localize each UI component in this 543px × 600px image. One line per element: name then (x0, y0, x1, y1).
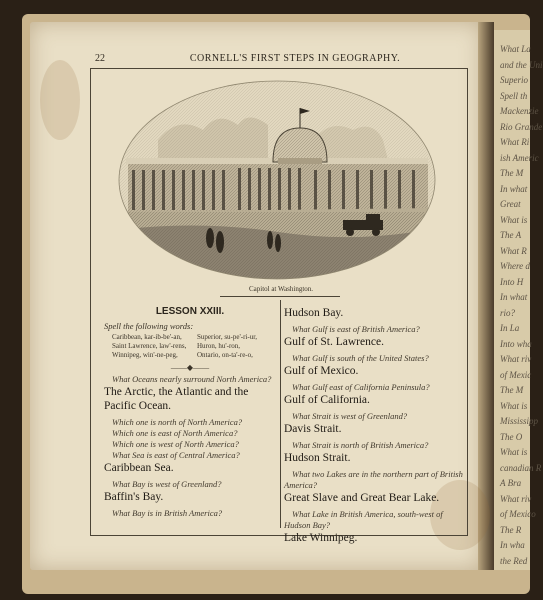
page-stain (40, 60, 80, 140)
question-text: What Oceans nearly surround North America? (112, 374, 272, 384)
left-column (104, 306, 276, 519)
facing-page-fragment: In wha (500, 540, 525, 550)
answer-text: Gulf of St. Lawrence. (284, 336, 384, 348)
answer-text: Gulf of Mexico. (284, 365, 359, 377)
question-text: What Bay is west of Greenland? (112, 479, 222, 489)
answer-text: Great Slave and Great Bear Lake. (284, 492, 440, 504)
spell-instruction: Spell the following words: (104, 321, 194, 331)
question-text: What Gulf east of California Peninsula? (292, 382, 430, 392)
right-column (284, 306, 464, 549)
question-text: Which one is east of North America? (112, 428, 238, 438)
spelling-word-list (104, 333, 276, 360)
lesson-title: LESSON XXIII. (155, 306, 225, 317)
divider-rule (220, 296, 340, 297)
spelling-word: Saint Lawrence, law'-rens, (112, 342, 187, 350)
facing-page-fragment: Mackenzie (500, 106, 539, 116)
facing-page-edge (494, 30, 543, 570)
facing-page-fragment: What riv (500, 493, 532, 504)
facing-page-fragment: and the Uni (500, 59, 543, 70)
ornament-divider: ——◆—— (170, 363, 210, 372)
running-head: CORNELL'S FIRST STEPS IN GEOGRAPHY. (189, 53, 401, 64)
facing-page-fragment: The O (500, 431, 523, 442)
question-text: What Strait is west of Greenland? (292, 411, 408, 421)
answer-text: Lake Winnipeg. (284, 532, 358, 544)
illustration-caption: Capitol at Washington. (248, 285, 314, 293)
facing-page-fragment: rio? (500, 307, 516, 318)
capitol-engraving (118, 80, 436, 280)
facing-page-fragment: Rio Grande (500, 121, 543, 132)
question-text: Which one is north of North America? (112, 417, 243, 427)
facing-page-fragment: the Red (500, 555, 528, 566)
question-text: What Gulf is east of British America? (292, 324, 420, 334)
book-gutter (478, 22, 494, 570)
facing-page-fragment: The M (500, 385, 524, 395)
answer-text: The Arctic, the Atlantic and the Pacific Ocean. (104, 386, 249, 412)
question-text: What two Lakes are in the northern part of British America? (284, 469, 463, 490)
answer-text: Davis Strait. (284, 423, 342, 435)
question-text: What Bay is in British America? (112, 508, 223, 518)
answer-text: Caribbean Sea. (104, 462, 174, 474)
column-divider (280, 300, 281, 528)
facing-page-fragment: What La (500, 44, 531, 54)
spelling-word: Caribbean, kar-ib-be'-an, (112, 333, 182, 341)
facing-page-fragment: What is (500, 214, 528, 225)
facing-page-fragment: What is (500, 400, 528, 411)
facing-page-fragment: Where d (500, 261, 530, 271)
answer-text: Hudson Strait. (284, 452, 351, 464)
facing-page-fragment: The M (500, 168, 524, 178)
facing-page-fragment: Spell th (500, 90, 528, 101)
facing-page-fragment: A Bra (500, 478, 522, 488)
facing-page-fragment: What R (500, 245, 527, 256)
facing-page-fragment: The A (500, 230, 522, 240)
facing-page-fragment: Mississipp (500, 416, 539, 426)
spelling-word: Superior, su-pe'-ri-ur, (197, 333, 257, 341)
facing-page-fragment: In what (500, 183, 528, 194)
facing-page-fragment: In La (500, 323, 520, 333)
facing-page-fragment: Into H (500, 276, 524, 287)
facing-page-fragment: of Mexico (500, 509, 536, 519)
question-text: Which one is west of North America? (112, 439, 239, 449)
facing-page-fragment: Superio (500, 75, 528, 85)
facing-page-fragment: The R (500, 524, 522, 535)
facing-page-fragment: What is (500, 447, 528, 457)
spelling-word: Huron, hu'-ron, (197, 342, 241, 350)
facing-page-fragment: What Ri (500, 137, 530, 147)
question-text: What Sea is east of Central America? (112, 450, 240, 460)
facing-page-fragment: Great (500, 199, 521, 209)
question-text: What Strait is north of British America? (292, 440, 429, 450)
facing-page-fragment: Into wha (500, 338, 532, 349)
page-number: 22 (95, 53, 105, 64)
facing-page-fragment: canadian R (500, 462, 542, 473)
spelling-word: Ontario, on-ta'-re-o, (197, 351, 253, 359)
facing-page-fragment: ish Americ (500, 152, 539, 163)
answer-text: Baffin's Bay. (104, 491, 164, 503)
facing-page-fragment: In what (500, 292, 528, 302)
question-text: What Lake in British America, south-west of Hudson Bay? (284, 509, 443, 530)
spelling-word: Winnipeg, win'-ne-peg, (112, 351, 178, 359)
answer-text: Hudson Bay. (284, 307, 344, 319)
facing-page-fragment: of Mexic (500, 369, 532, 380)
question-text: What Gulf is south of the United States? (292, 353, 429, 363)
answer-text: Gulf of California. (284, 394, 370, 406)
facing-page-fragment: What riv (500, 354, 532, 364)
